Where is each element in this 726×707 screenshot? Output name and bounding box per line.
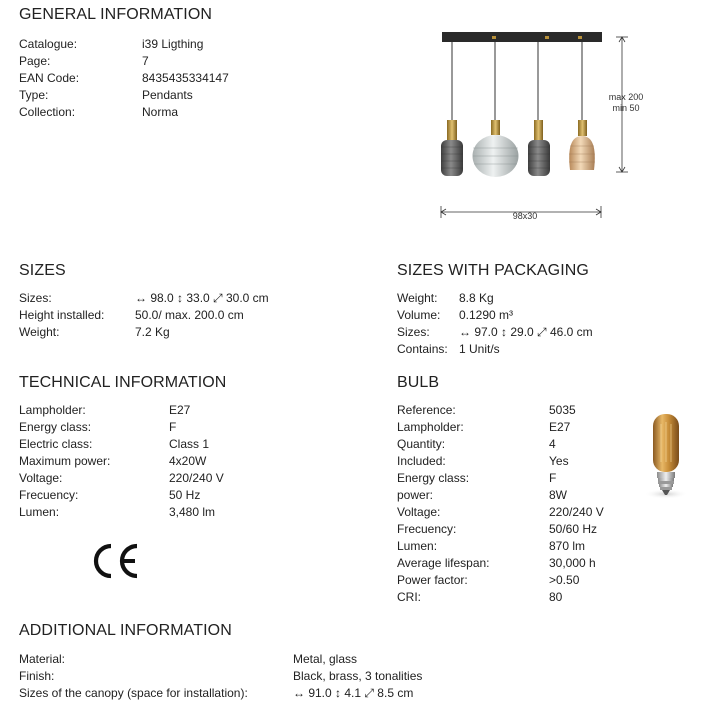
bulb-value: 30,000 h: [549, 556, 596, 570]
bulb-label: Energy class:: [397, 471, 470, 485]
additional-value: Metal, glass: [293, 652, 358, 666]
technical-value: 220/240 V: [169, 471, 224, 485]
height-label-max: max 200: [608, 92, 644, 102]
height-label-min: min 50: [612, 103, 640, 113]
bulb-value: Yes: [549, 454, 569, 468]
bulb-label: Reference:: [397, 403, 456, 417]
sizes-label: Sizes:: [19, 291, 52, 305]
bulb-value: 5035: [549, 403, 576, 417]
product-drawing: [430, 20, 650, 230]
packaging-value: 8.8 Kg: [459, 291, 494, 305]
packaging-title: SIZES WITH PACKAGING: [397, 262, 589, 279]
general-value: 7: [142, 54, 149, 68]
bulb-value: E27: [549, 420, 571, 434]
technical-section: [19, 374, 389, 524]
packaging-value: ↔ 97.0 ↕ 29.0 ⤢ 46.0 cm: [459, 325, 593, 339]
general-value: i39 Ligthing: [142, 37, 204, 51]
sizes-value: ↔ 98.0 ↕ 33.0 ⤢ 30.0 cm: [135, 291, 269, 305]
bulb-section: [397, 374, 637, 609]
bulb-label: CRI:: [397, 590, 421, 604]
pendant-amber: [569, 120, 595, 170]
general-label: EAN Code:: [19, 71, 80, 85]
general-value: 8435435334147: [142, 71, 229, 85]
cables: [452, 42, 582, 120]
technical-title: TECHNICAL INFORMATION: [19, 374, 227, 391]
bulb-value: 220/240 V: [549, 505, 604, 519]
bulb-value: F: [549, 471, 557, 485]
bulb-title: BULB: [397, 374, 440, 391]
packaging-label: Volume:: [397, 308, 441, 322]
technical-value: 4x20W: [169, 454, 207, 468]
bulb-label: Lumen:: [397, 539, 438, 553]
additional-value: Black, brass, 3 tonalities: [293, 669, 423, 683]
general-title: GENERAL INFORMATION: [19, 6, 213, 23]
technical-label: Lampholder:: [19, 403, 86, 417]
bulb-label: Included:: [397, 454, 446, 468]
additional-label: Sizes of the canopy (space for installation):: [19, 686, 248, 700]
general-label: Collection:: [19, 105, 76, 119]
general-label: Page:: [19, 54, 51, 68]
canopy: [442, 32, 602, 42]
bulb-value: 8W: [549, 488, 567, 502]
bulb-value: 80: [549, 590, 563, 604]
bulb-value: 870 lm: [549, 539, 586, 553]
general-label: Type:: [19, 88, 49, 102]
pendant-clear-globe: [473, 120, 519, 177]
general-label: Catalogue:: [19, 37, 78, 51]
bulb-label: Average lifespan:: [397, 556, 490, 570]
packaging-section: [397, 262, 717, 362]
packaging-value: 1 Unit/s: [459, 342, 500, 356]
packaging-value: 0.1290 m³: [459, 308, 514, 322]
sizes-label: Weight:: [19, 325, 60, 339]
bulb-label: Power factor:: [397, 573, 468, 587]
technical-label: Lumen:: [19, 505, 60, 519]
sizes-section: [19, 262, 389, 347]
ce-mark-icon: [92, 543, 140, 579]
bulb-image: [638, 410, 694, 506]
general-value: Norma: [142, 105, 179, 119]
technical-label: Maximum power:: [19, 454, 111, 468]
pendant-smoke-right: [528, 120, 550, 176]
technical-value: 3,480 lm: [169, 505, 216, 519]
pendant-smoke-left: [441, 120, 463, 176]
additional-label: Material:: [19, 652, 66, 666]
bulb-label: Frecuency:: [397, 522, 457, 536]
bulb-label: Lampholder:: [397, 420, 464, 434]
bulb-label: power:: [397, 488, 434, 502]
bulb-value: 4: [549, 437, 556, 451]
additional-section: [19, 622, 519, 702]
packaging-label: Sizes:: [397, 325, 430, 339]
general-value: Pendants: [142, 88, 193, 102]
technical-label: Electric class:: [19, 437, 93, 451]
technical-value: 50 Hz: [169, 488, 201, 502]
technical-label: Energy class:: [19, 420, 92, 434]
packaging-label: Contains:: [397, 342, 448, 356]
technical-value: F: [169, 420, 177, 434]
sizes-title: SIZES: [19, 262, 66, 279]
packaging-label: Weight:: [397, 291, 438, 305]
sizes-label: Height installed:: [19, 308, 105, 322]
sizes-value: 7.2 Kg: [135, 325, 170, 339]
bulb-label: Quantity:: [397, 437, 446, 451]
technical-value: E27: [169, 403, 191, 417]
bulb-value: >0.50: [549, 573, 580, 587]
additional-label: Finish:: [19, 669, 55, 683]
technical-label: Frecuency:: [19, 488, 79, 502]
additional-value: ↔ 91.0 ↕ 4.1 ⤢ 8.5 cm: [293, 686, 414, 700]
bulb-value: 50/60 Hz: [549, 522, 598, 536]
technical-value: Class 1: [169, 437, 210, 451]
general-section: [19, 6, 399, 126]
sizes-value: 50.0/ max. 200.0 cm: [135, 308, 244, 322]
additional-title: ADDITIONAL INFORMATION: [19, 622, 232, 639]
width-label: 98x30: [512, 211, 538, 221]
bulb-label: Voltage:: [397, 505, 441, 519]
technical-label: Voltage:: [19, 471, 63, 485]
